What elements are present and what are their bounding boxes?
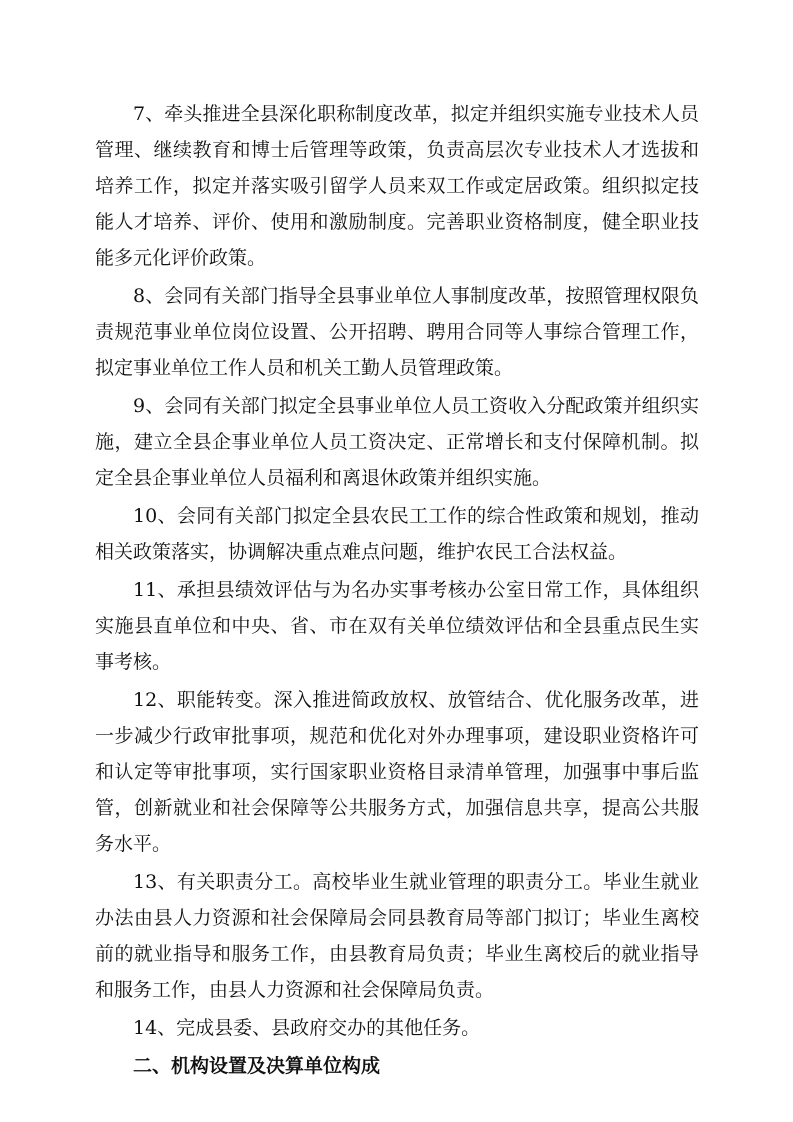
paragraph-item-14: 14、完成县委、县政府交办的其他任务。 (133, 1017, 481, 1039)
paragraph-item-8: 8、会同有关部门指导全县事业单位人事制度改革，按照管理权限负责规范事业单位岗位设置、公开招聘、聘用合同等人事综合管理工作，拟定事业单位工作人员和机关工勤人员管理政策。 (95, 285, 699, 379)
paragraph-item-9: 9、会同有关部门拟定全县事业单位人员工资收入分配政策并组织实施，建立全县企事业单位人员工资决定、正常增长和支付保障机制。拟定全县企事业单位人员福利和离退休政策并组织实施。 (95, 395, 699, 489)
paragraph-item-13: 13、有关职责分工。高校毕业生就业管理的职责分工。毕业生就业办法由县人力资源和社会保障局会同县教育局等部门拟订；毕业生离校前的就业指导和服务工作，由县教育局负责；毕业生离校后的就业指导和服务工作，由县人力资源和社会保障局负责。 (95, 871, 699, 1001)
paragraph-item-11: 11、承担县绩效评估与为名办实事考核办公室日常工作，具体组织实施县直单位和中央、省、市在双有关单位绩效评估和全县重点民生实事考核。 (95, 579, 699, 673)
paragraph-item-12: 12、职能转变。深入推进简政放权、放管结合、优化服务改革，进一步减少行政审批事项，规范和优化对外办理事项，建设职业资格许可和认定等审批事项，实行国家职业资格目录清单管理，加强事中事后监管，创新就业和社会保障等公共服务方式，加强信息共享，提高公共服务水平。 (95, 689, 699, 855)
section-heading: 二、机构设置及决算单位构成 (133, 1055, 381, 1077)
paragraph-item-10: 10、会同有关部门拟定全县农民工工作的综合性政策和规划，推动相关政策落实，协调解决重点难点问题，维护农民工合法权益。 (95, 505, 699, 563)
paragraph-item-7: 7、牵头推进全县深化职称制度改革，拟定并组织实施专业技术人员管理、继续教育和博士后管理等政策，负责高层次专业技术人才选拔和培养工作，拟定并落实吸引留学人员来双工作或定居政策。组织拟定技能人才培养、评价、使用和激励制度。完善职业资格制度，健全职业技能多元化评价政策。 (95, 103, 699, 269)
document-body (95, 96, 699, 1084)
